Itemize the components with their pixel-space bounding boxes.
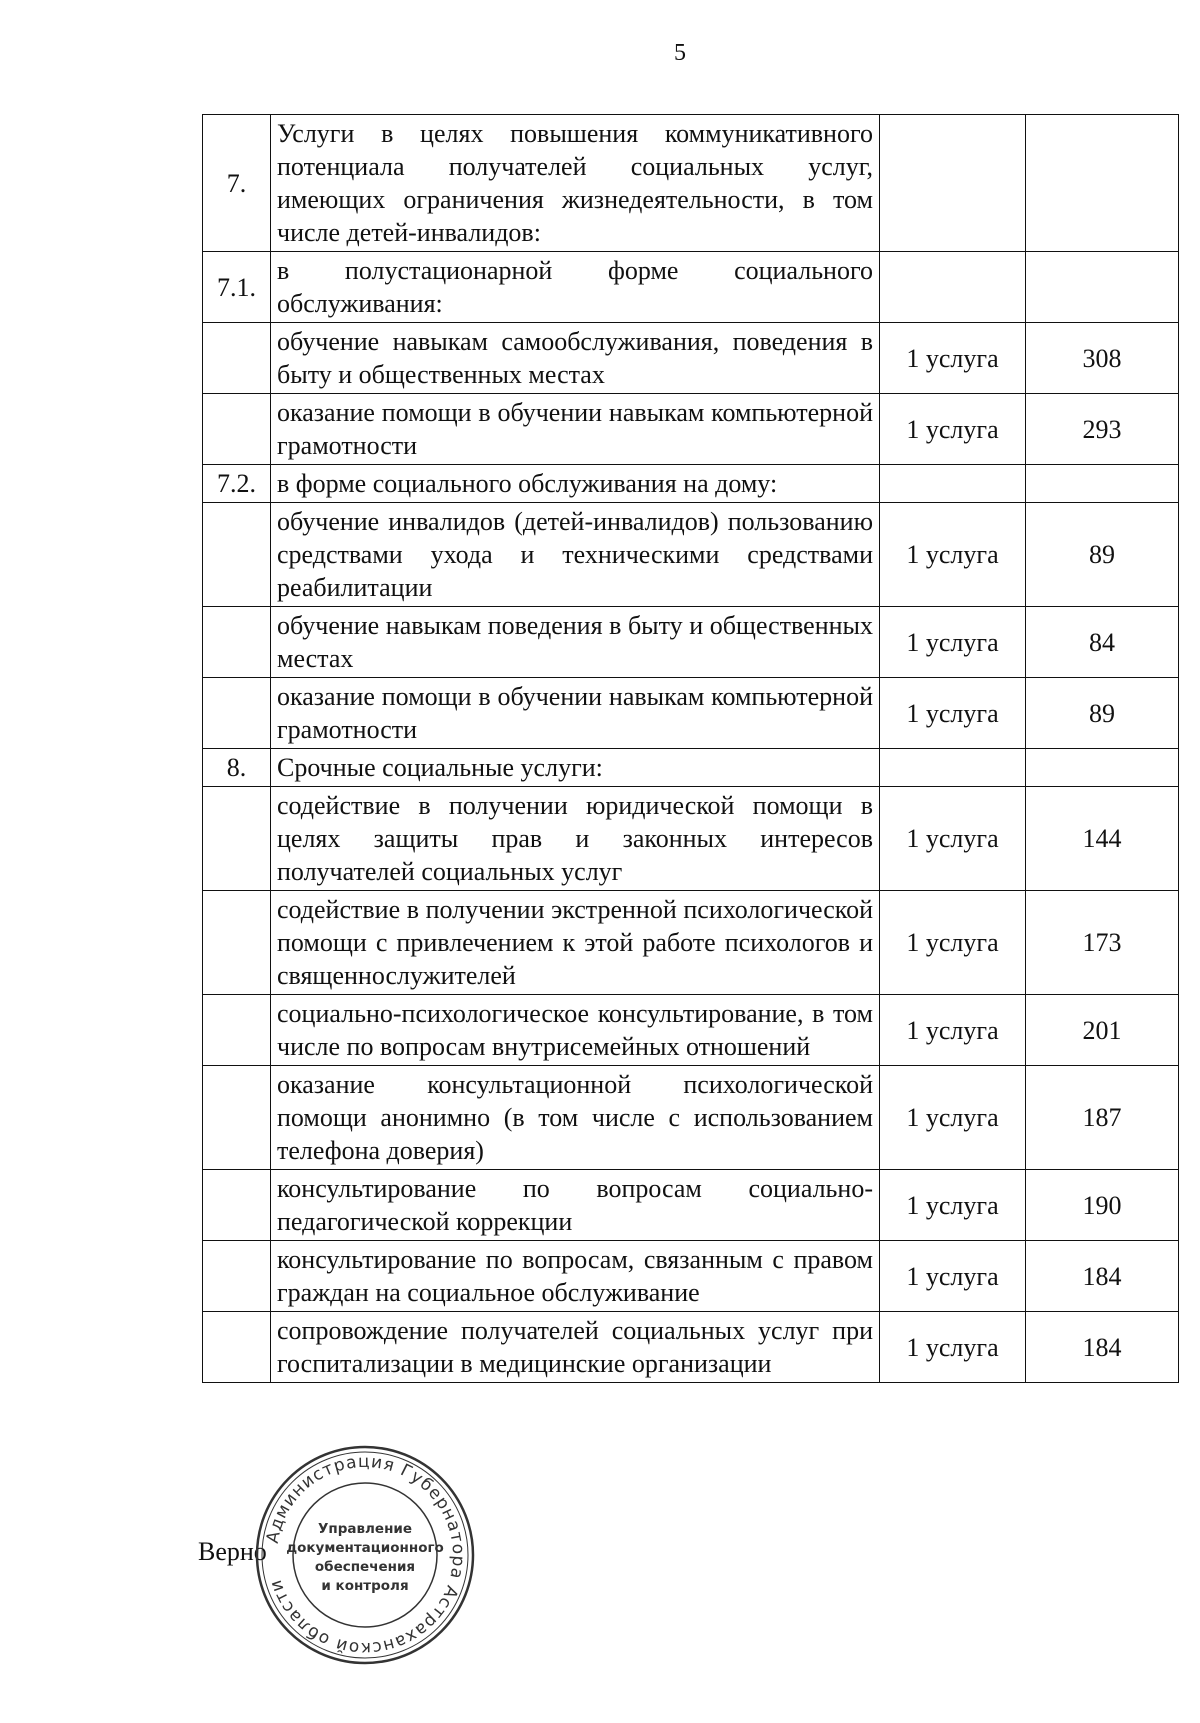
table-row xyxy=(203,394,1179,465)
price-cell: 190 xyxy=(1026,1170,1179,1241)
unit-cell: 1 услуга xyxy=(880,1241,1026,1312)
price-cell: 144 xyxy=(1026,787,1179,891)
price-cell: 187 xyxy=(1026,1066,1179,1170)
page-number: 5 xyxy=(674,40,686,66)
table-row xyxy=(203,115,1179,252)
unit-cell xyxy=(880,252,1026,323)
row-number-cell: 7.1. xyxy=(203,252,271,323)
stamp-center-line: обеспечения xyxy=(314,1559,416,1575)
service-description-cell: оказание консультационной психологической помощи анонимно (в том числе с использованием телефона доверия) xyxy=(271,1066,880,1170)
row-number-cell: 8. xyxy=(203,749,271,787)
table-row xyxy=(203,1241,1179,1312)
price-cell: 308 xyxy=(1026,323,1179,394)
service-description-cell: оказание помощи в обучении навыкам компьютерной грамотности xyxy=(271,678,880,749)
unit-cell: 1 услуга xyxy=(880,787,1026,891)
row-number-cell: 7. xyxy=(203,115,271,252)
table-row xyxy=(203,1170,1179,1241)
services-table-body xyxy=(203,115,1179,1383)
unit-cell: 1 услуга xyxy=(880,1312,1026,1383)
service-description-cell: социально-психологическое консультирование, в том числе по вопросам внутрисемейных отношений xyxy=(271,995,880,1066)
price-cell: 184 xyxy=(1026,1241,1179,1312)
table-row xyxy=(203,465,1179,503)
service-description-cell: Услуги в целях повышения коммуникативного потенциала получателей социальных услуг, имеющих ограничения жизнедеятельности, в том числе детей-инвалидов: xyxy=(271,115,880,252)
price-cell xyxy=(1026,252,1179,323)
service-description-cell: в полустационарной форме социального обслуживания: xyxy=(271,252,880,323)
unit-cell: 1 услуга xyxy=(880,995,1026,1066)
price-cell xyxy=(1026,465,1179,503)
unit-cell: 1 услуга xyxy=(880,891,1026,995)
row-number-cell xyxy=(203,394,271,465)
price-cell: 173 xyxy=(1026,891,1179,995)
row-number-cell xyxy=(203,678,271,749)
table-row xyxy=(203,787,1179,891)
price-cell xyxy=(1026,115,1179,252)
row-number-cell xyxy=(203,1066,271,1170)
unit-cell: 1 услуга xyxy=(880,607,1026,678)
table-row xyxy=(203,503,1179,607)
service-description-cell: Срочные социальные услуги: xyxy=(271,749,880,787)
table-row xyxy=(203,1066,1179,1170)
unit-cell: 1 услуга xyxy=(880,394,1026,465)
price-cell: 89 xyxy=(1026,503,1179,607)
service-description-cell: обучение навыкам поведения в быту и общественных местах xyxy=(271,607,880,678)
row-number-cell xyxy=(203,323,271,394)
table-row xyxy=(203,678,1179,749)
row-number-cell xyxy=(203,1312,271,1383)
row-number-cell xyxy=(203,787,271,891)
table-row xyxy=(203,1312,1179,1383)
stamp-ring-text: Администрация Губернатора Астраханской области xyxy=(262,1451,469,1659)
verno-label: Верно xyxy=(198,1537,267,1566)
unit-cell: 1 услуга xyxy=(880,503,1026,607)
unit-cell: 1 услуга xyxy=(880,323,1026,394)
service-description-cell: обучение инвалидов (детей-инвалидов) пользованию средствами ухода и техническими средствами реабилитации xyxy=(271,503,880,607)
table-row xyxy=(203,995,1179,1066)
unit-cell: 1 услуга xyxy=(880,678,1026,749)
stamp-center-line: документационного xyxy=(286,1540,444,1556)
table-row xyxy=(203,607,1179,678)
stamp-center-text xyxy=(286,1521,444,1594)
stamp-center-line: и контроля xyxy=(321,1578,409,1594)
price-cell xyxy=(1026,749,1179,787)
row-number-cell: 7.2. xyxy=(203,465,271,503)
service-description-cell: сопровождение получателей социальных услуг при госпитализации в медицинские организации xyxy=(271,1312,880,1383)
row-number-cell xyxy=(203,607,271,678)
unit-cell: 1 услуга xyxy=(880,1170,1026,1241)
service-description-cell: консультирование по вопросам социально-педагогической коррекции xyxy=(271,1170,880,1241)
row-number-cell xyxy=(203,503,271,607)
service-description-cell: обучение навыкам самообслуживания, поведения в быту и общественных местах xyxy=(271,323,880,394)
price-cell: 184 xyxy=(1026,1312,1179,1383)
table-row xyxy=(203,323,1179,394)
service-description-cell: консультирование по вопросам, связанным с правом граждан на социальное обслуживание xyxy=(271,1241,880,1312)
price-cell: 84 xyxy=(1026,607,1179,678)
unit-cell: 1 услуга xyxy=(880,1066,1026,1170)
row-number-cell xyxy=(203,1170,271,1241)
price-cell: 89 xyxy=(1026,678,1179,749)
table-row xyxy=(203,749,1179,787)
unit-cell xyxy=(880,749,1026,787)
price-cell: 293 xyxy=(1026,394,1179,465)
table-row xyxy=(203,891,1179,995)
unit-cell xyxy=(880,465,1026,503)
service-description-cell: содействие в получении экстренной психологической помощи с привлечением к этой работе психологов и священнослужителей xyxy=(271,891,880,995)
stamp-center-line: Управление xyxy=(317,1521,413,1537)
row-number-cell xyxy=(203,995,271,1066)
official-stamp xyxy=(250,1440,480,1670)
services-table xyxy=(202,114,1179,1383)
row-number-cell xyxy=(203,891,271,995)
row-number-cell xyxy=(203,1241,271,1312)
service-description-cell: оказание помощи в обучении навыкам компьютерной грамотности xyxy=(271,394,880,465)
table-row xyxy=(203,252,1179,323)
service-description-cell: в форме социального обслуживания на дому: xyxy=(271,465,880,503)
service-description-cell: содействие в получении юридической помощи в целях защиты прав и законных интересов получателей социальных услуг xyxy=(271,787,880,891)
unit-cell xyxy=(880,115,1026,252)
price-cell: 201 xyxy=(1026,995,1179,1066)
